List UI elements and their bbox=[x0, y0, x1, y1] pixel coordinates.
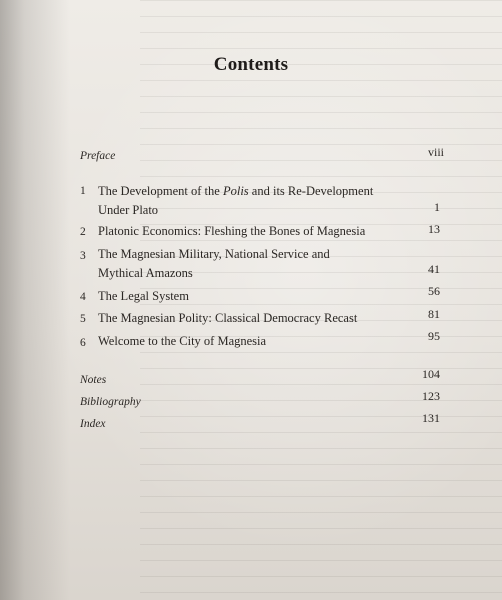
chapter-2-title: Platonic Economics: Fleshing the Bones of Magnesia bbox=[98, 224, 366, 238]
chapter-5-number: 5 bbox=[80, 313, 86, 325]
chapter-5-page: 81 bbox=[428, 307, 440, 321]
bibliography-entry-page: 123 bbox=[422, 389, 440, 403]
chapter-1-number: 1 bbox=[80, 185, 86, 197]
chapter-5-title: The Magnesian Polity: Classical Democracy Recast bbox=[98, 311, 358, 325]
index-entry-title: Index bbox=[80, 418, 106, 430]
chapter-4-number: 4 bbox=[80, 291, 86, 303]
chapter-3-title bbox=[98, 245, 398, 283]
chapter-3-title-line2: Mythical Amazons bbox=[98, 266, 193, 280]
gutter-shadow bbox=[0, 0, 70, 600]
chapter-3-title-line1: The Magnesian Military, National Service and bbox=[98, 247, 330, 261]
chapter-6-page: 95 bbox=[428, 329, 440, 343]
chapter-4-page: 56 bbox=[428, 284, 440, 298]
chapter-3-page: 41 bbox=[428, 262, 440, 276]
chapter-1-title-part-a: The Development of the bbox=[98, 184, 223, 198]
chapter-3-number: 3 bbox=[80, 250, 86, 262]
chapter-6-title: Welcome to the City of Magnesia bbox=[98, 334, 267, 348]
chapter-2-page: 13 bbox=[428, 222, 440, 236]
bibliography-entry-title: Bibliography bbox=[80, 396, 141, 408]
chapter-1-title bbox=[98, 182, 398, 220]
notes-entry-title: Notes bbox=[80, 374, 107, 386]
chapter-2-number: 2 bbox=[80, 226, 86, 238]
chapter-1-title-line2: Under Plato bbox=[98, 203, 159, 217]
contents-heading: Contents bbox=[213, 54, 289, 75]
chapter-1-title-italic: Polis bbox=[222, 184, 249, 198]
chapter-6-number: 6 bbox=[80, 337, 86, 349]
notes-entry-page: 104 bbox=[422, 367, 440, 381]
preface-entry-page: viii bbox=[427, 145, 444, 159]
chapter-1-title-part-b: and its Re-Development bbox=[248, 184, 374, 198]
index-entry-page: 131 bbox=[422, 411, 440, 425]
chapter-4-title: The Legal System bbox=[98, 289, 189, 303]
chapter-1-page: 1 bbox=[434, 200, 440, 214]
preface-entry-title: Preface bbox=[80, 150, 116, 162]
